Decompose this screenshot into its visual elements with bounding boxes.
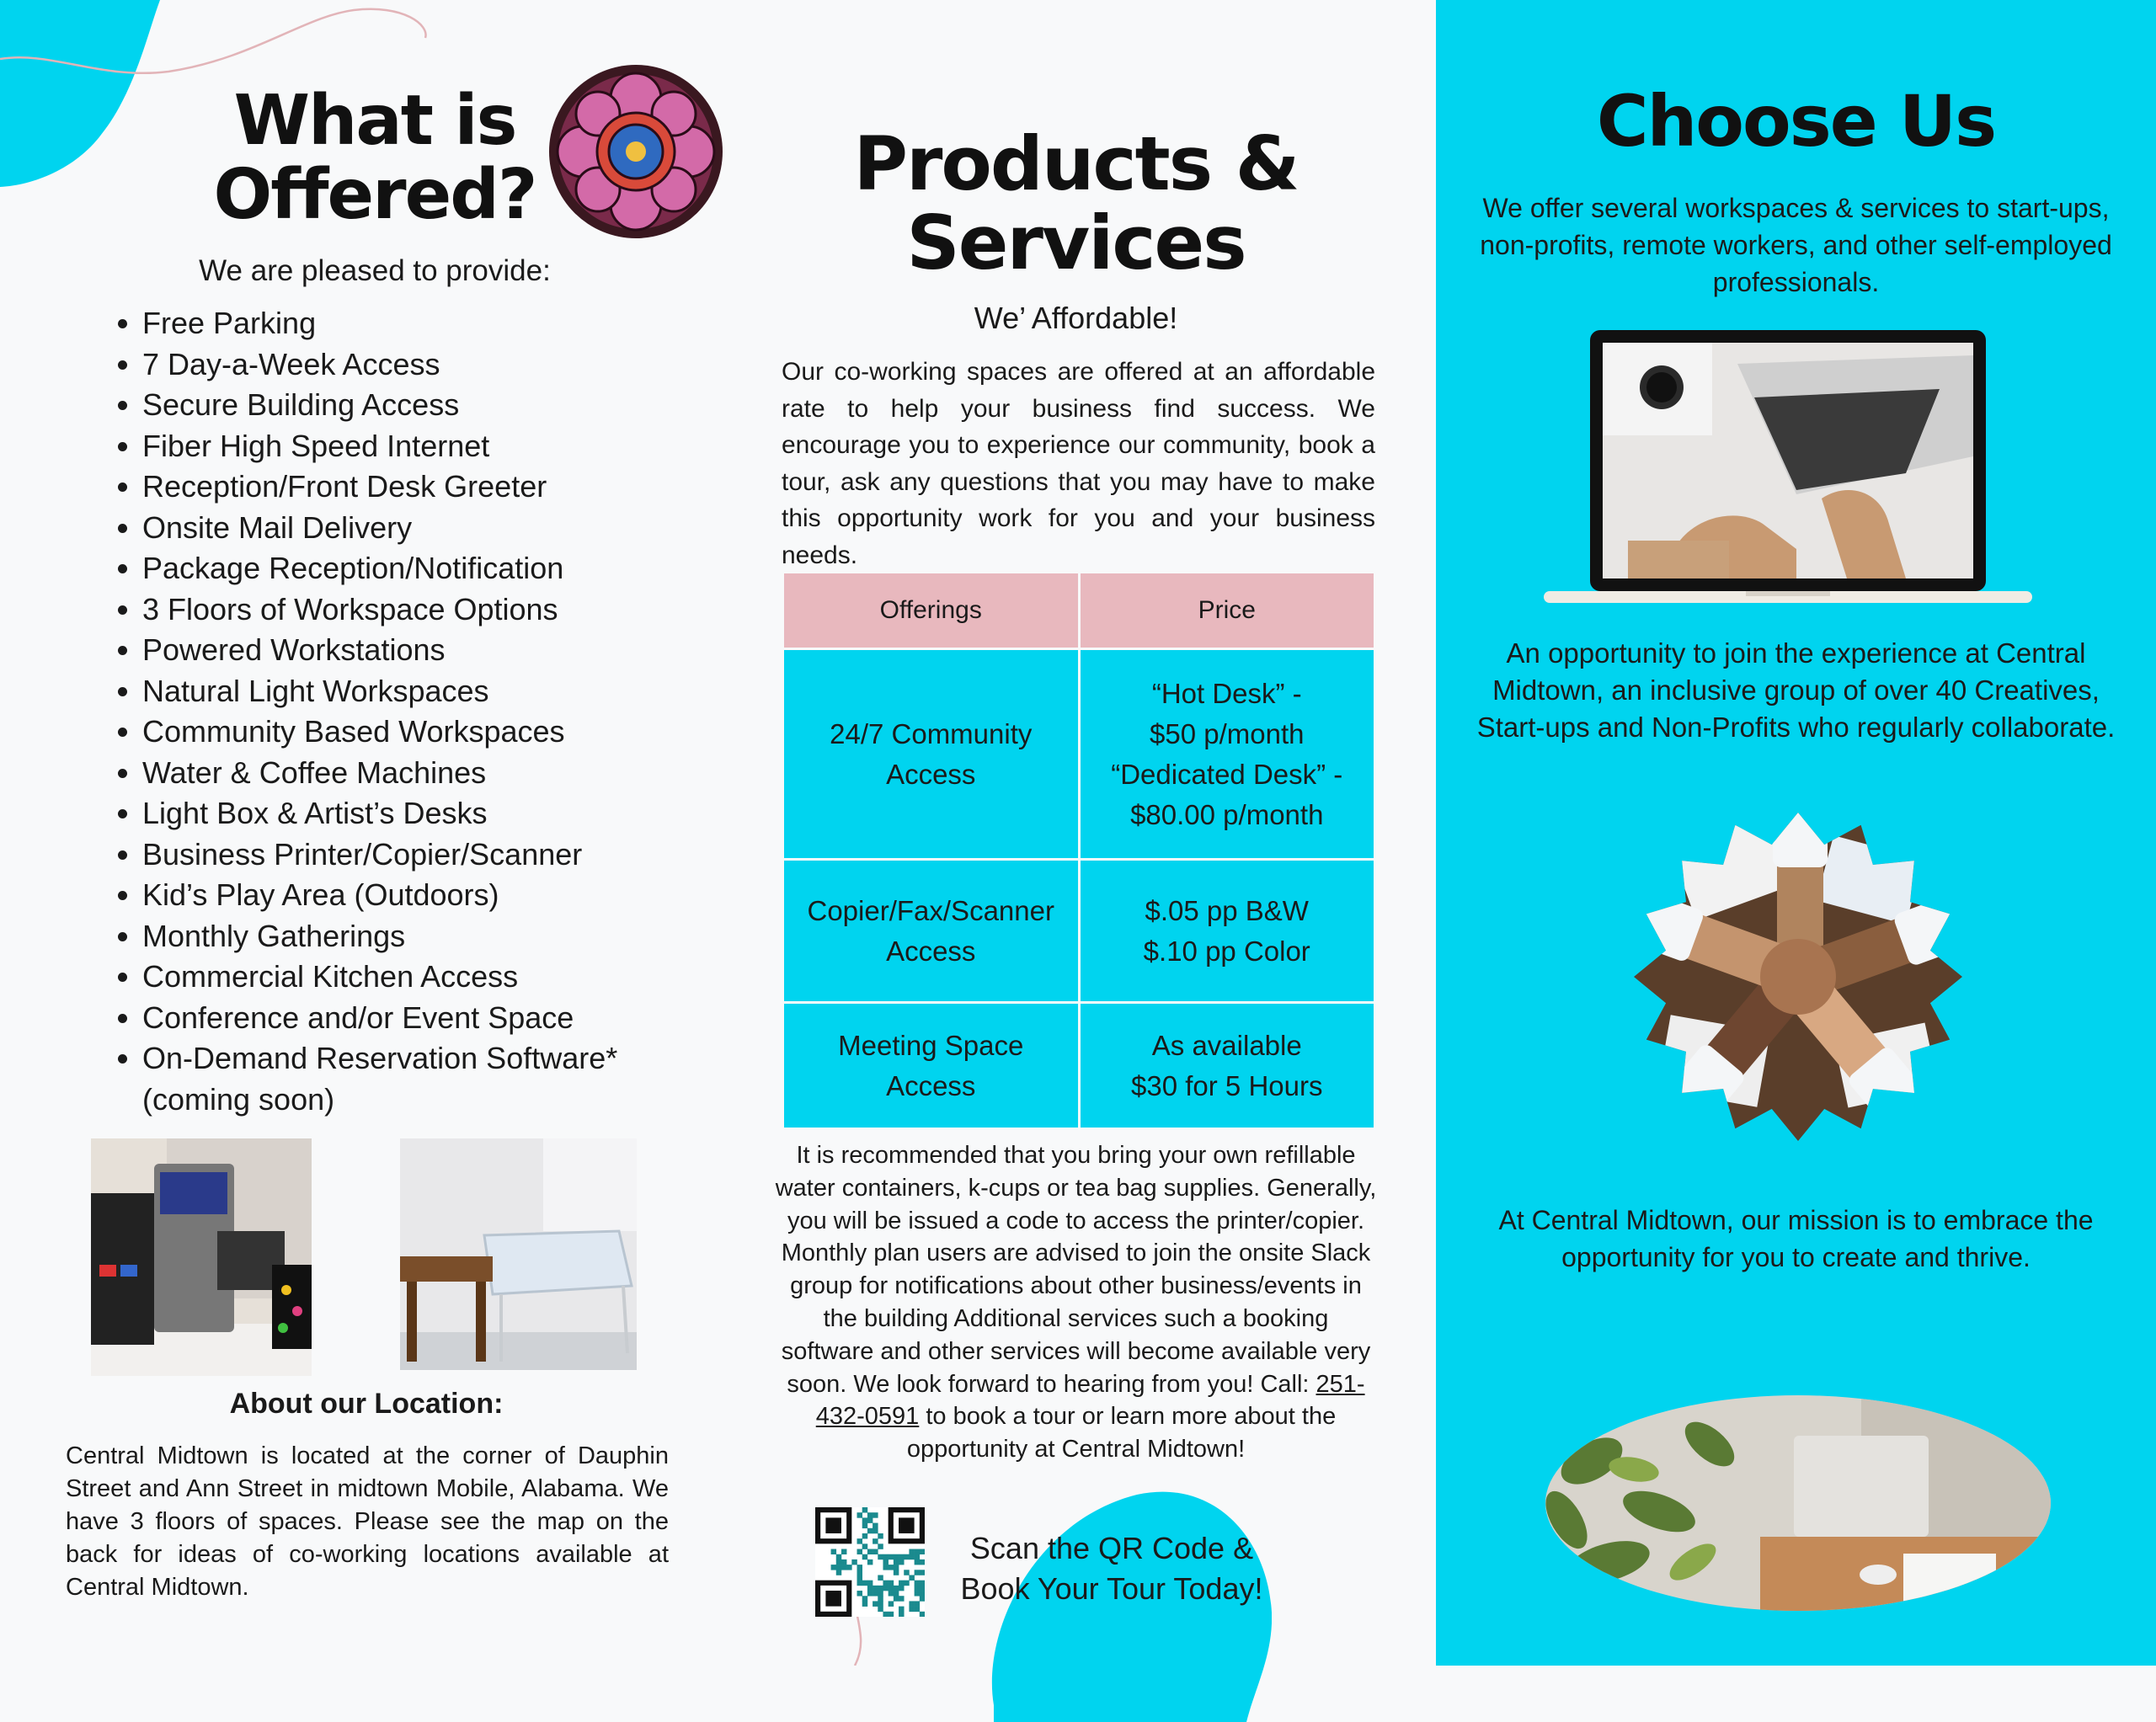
right-mission: At Central Midtown, our mission is to embrace the opportunity for you to create and thrive. [1498,1205,2094,1272]
middle-body-text: It is recommended that you bring your own refillable water containers, k-cups or tea bag supplies. Generally, you will be issued a code to access the printer/copier. Monthly plan users are advised to join the onsite Slack group for notifications about other business/events in the building Additional services such a booking software and other services will become available very soon. We look forward to hearing from you! Call: [775,1142,1377,1398]
stained-glass-rose-icon [547,63,724,240]
price-cell [1079,860,1375,1003]
scan-qr-text [943,1528,1280,1609]
light-box-desk-photo [400,1138,637,1370]
right-middle-text: An opportunity to join the experience at Central Midtown, an inclusive group of over 40 Creatives, Start-ups and Non-Profits who regularly collaborate. [1476,637,2116,743]
middle-title-line2: Services [906,200,1246,286]
price-line: $30 for 5 Hours [1131,1069,1323,1101]
amenity-item: • Free Parking [142,303,732,344]
location-title: About our Location: [229,1388,504,1420]
pricing-row [783,649,1375,860]
amenity-item: • On-Demand Reservation Software* (coming soon) [142,1038,732,1120]
pricing-body [783,649,1375,1129]
left-title [211,81,539,235]
middle-body-text-end: to book a tour or learn more about the opportunity at Central Midtown! [906,1403,1337,1463]
price-line: $.05 pp B&W [1145,894,1309,926]
offering-cell [783,1003,1080,1129]
laptop-plant-photo [1541,1394,2055,1613]
offering-line: Access [886,758,976,790]
amenity-item: • Community Based Workspaces [142,712,732,753]
price-line: As available [1151,1029,1302,1061]
amenity-item: • Reception/Front Desk Greeter [142,466,732,508]
amenity-item: • Light Box & Artist’s Desks [142,793,732,834]
middle-subtitle: We’ Affordable! [974,301,1178,335]
amenity-item: • Secure Building Access [142,385,732,426]
price-line: $80.00 p/month [1130,798,1324,830]
right-intro: We offer several workspaces & services to start-ups, non-profits, remote workers, and other self-employed professionals. [1480,193,2112,297]
price-line: “Hot Desk” - [1151,677,1302,709]
left-panel [0,0,716,1666]
left-title-line1: What is [233,81,516,161]
price-header: Price [1079,573,1375,649]
left-title-line2: Offered? [213,155,536,235]
pricing-row [783,1003,1375,1129]
amenity-item: • Package Reception/Notification [142,548,732,589]
offerings-header: Offerings [783,573,1080,649]
offering-line: Meeting Space [838,1029,1024,1061]
teamwork-fists-photo [1630,813,1967,1141]
left-subtitle: We are pleased to provide: [199,254,551,287]
middle-title [716,120,1436,286]
amenity-item: • Monthly Gatherings [142,916,732,957]
amenity-item: • 7 Day-a-Week Access [142,344,732,386]
pricing-header-row [783,573,1375,649]
amenity-item: • Onsite Mail Delivery [142,508,732,549]
amenity-item: • Conference and/or Event Space [142,998,732,1039]
price-line: $.10 pp Color [1143,935,1310,967]
offering-cell [783,860,1080,1003]
location-body: Central Midtown is located at the corner of Dauphin Street and Ann Street in midtown Mobile, Alabama. We have 3 floors of spaces. Please see the map on the back for ideas of co-working locations available at Central Midtown. [66,1442,669,1601]
amenity-item: • Business Printer/Copier/Scanner [142,834,732,876]
price-cell [1079,1003,1375,1129]
qr-code-icon[interactable] [815,1507,925,1617]
middle-body [775,1139,1377,1466]
price-line: $50 p/month [1150,717,1305,749]
right-panel [1436,0,2156,1666]
phone-link[interactable]: 251-432-0591 [815,1370,1365,1431]
amenity-item: • 3 Floors of Workspace Options [142,589,732,631]
offering-line: 24/7 Community [830,717,1033,749]
middle-panel [716,0,1436,1666]
price-line: “Dedicated Desk” - [1111,758,1343,790]
pricing-row [783,860,1375,1003]
amenity-item: • Natural Light Workspaces [142,671,732,712]
offering-line: Access [886,935,976,967]
amenity-item: • Powered Workstations [142,630,732,671]
offering-line: Access [886,1069,976,1101]
amenity-item: • Water & Coffee Machines [142,753,732,794]
middle-intro: Our co-working spaces are offered at an affordable rate to help your business find success. We encourage you to experience our community, book a tour, ask any questions that you may have to make this opportunity work for you and your business needs. [782,358,1375,569]
scan-line1: Scan the QR Code & [969,1531,1254,1565]
right-title: Choose Us [1596,80,1996,163]
pricing-table [782,571,1376,1130]
amenities-list [105,303,732,1120]
offering-cell [783,649,1080,860]
price-cell [1079,649,1375,860]
water-coffee-machines-photo [91,1138,312,1376]
offering-line: Copier/Fax/Scanner [807,894,1054,926]
amenity-item: • Fiber High Speed Internet [142,426,732,467]
scan-line2: Book Your Tour Today! [960,1571,1263,1606]
amenity-item: • Commercial Kitchen Access [142,957,732,998]
laptop-photo [1544,330,2032,608]
middle-title-line1: Products & [853,120,1299,207]
amenity-item: • Kid’s Play Area (Outdoors) [142,875,732,916]
